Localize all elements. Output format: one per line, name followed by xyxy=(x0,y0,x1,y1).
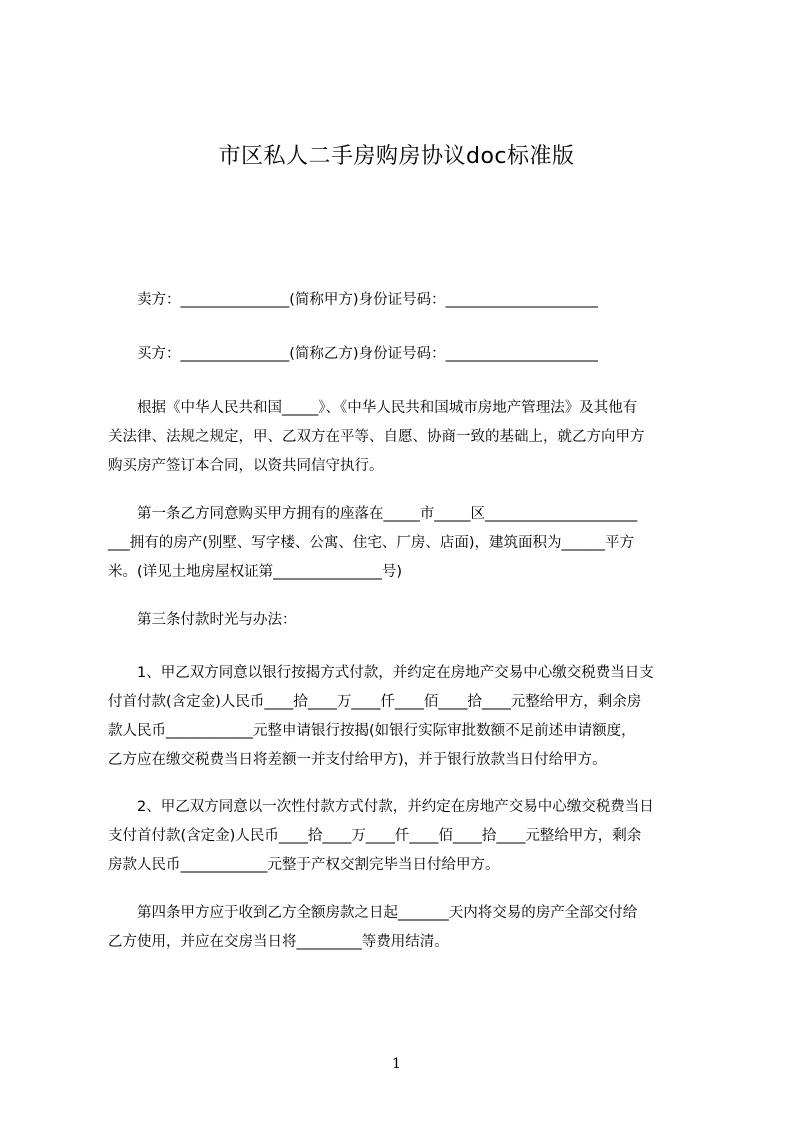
text-line: 买方：_______________(简称乙方)身份证号码：_____________________ xyxy=(137,346,598,362)
text-line: 第一条乙方同意购买甲方拥有的座落在_____市_____区_____________________ xyxy=(137,506,638,522)
text-line: 房款人民币____________元整于产权交割完毕当日付给甲方。 xyxy=(108,857,500,873)
payment-method-one-paragraph xyxy=(108,659,706,775)
text-line: 付首付款(含定金)人民币____拾____万____仟____佰____拾____元整给甲方，剩余房 xyxy=(108,694,642,710)
text-line: 2、甲乙双方同意以一次性付款方式付款，并约定在房地产交易中心缴交税费当日 xyxy=(137,799,654,815)
text-line: 第四条甲方应于收到乙方全额房款之日起_______天内将交易的房产全部交付给 xyxy=(137,905,638,921)
text-line: 购买房产签订本合同，以资共同信守执行。 xyxy=(108,458,384,474)
text-line: 关法律、法规之规定，甲、乙双方在平等、自愿、协商一致的基础上，就乙方向甲方 xyxy=(108,429,645,445)
text-line: 米。(详见土地房屋权证第_______________号) xyxy=(108,564,403,580)
payment-method-two-paragraph xyxy=(108,793,706,880)
text-line: 支付首付款(含定金)人民币____拾____万____仟____佰____拾____元整给甲方，剩余 xyxy=(108,828,642,844)
seller-paragraph xyxy=(108,286,706,315)
text-line: 根据《中华人民共和国_____》、《中华人民共和国城市房地产管理法》及其他有 xyxy=(137,400,638,416)
text-line: 第三条付款时光与办法： xyxy=(137,612,297,628)
page-number: 1 xyxy=(392,1056,401,1072)
article-three-heading xyxy=(108,606,706,635)
buyer-paragraph xyxy=(108,340,706,369)
text-line: 乙方使用，并应在交房当日将_________等费用结清。 xyxy=(108,934,449,950)
text-line: 卖方：_______________(简称甲方)身份证号码：_____________________ xyxy=(137,292,598,308)
article-one-paragraph xyxy=(108,500,706,587)
text-line: 款人民币____________元整申请银行按揭(如银行实际审批数额不足前述申请额度， xyxy=(108,723,636,739)
text-line: 乙方应在缴交税费当日将差额一并支付给甲方)，并于银行放款当日付给甲方。 xyxy=(108,752,607,768)
page-title: 市区私人二手房购房协议doc标准版 xyxy=(218,144,575,169)
text-line: ___拥有的房产(别墅、写字楼、公寓、住宅、厂房、店面)，建筑面积为______平方 xyxy=(108,535,635,551)
preamble-paragraph xyxy=(108,394,706,481)
article-four-paragraph xyxy=(108,899,706,957)
text-line: 1、甲乙双方同意以银行按揭方式付款，并约定在房地产交易中心缴交税费当日支 xyxy=(137,665,654,681)
